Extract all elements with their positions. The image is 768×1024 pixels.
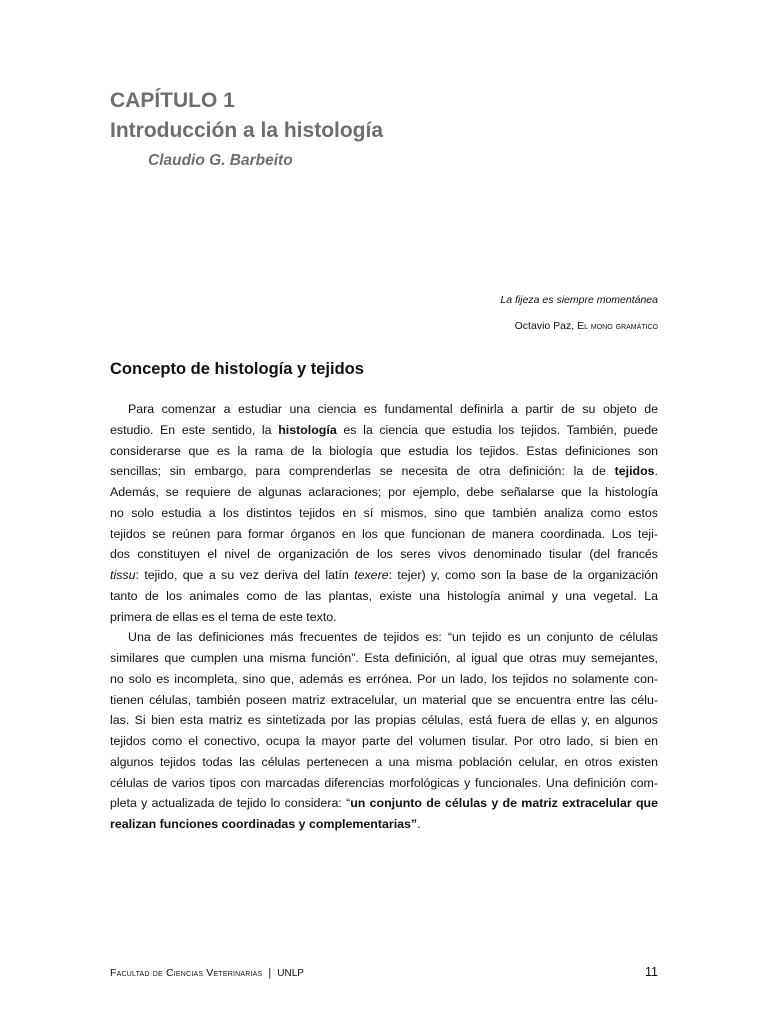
text-run: . bbox=[417, 817, 421, 831]
body-line bbox=[110, 793, 658, 814]
section-heading: Concepto de histología y tejidos bbox=[110, 360, 364, 378]
body-line bbox=[110, 627, 658, 648]
bold-term: histología bbox=[278, 422, 337, 437]
text-run: : tejido, que a su vez deriva del latín bbox=[135, 568, 355, 582]
text-run: las. Si bien esta matriz es sintetizada por las propias células, está fuera de ellas y, en algunos bbox=[110, 713, 658, 728]
text-run: primera de ellas es el tema de este texto. bbox=[110, 609, 337, 624]
body-line bbox=[110, 399, 658, 420]
footer-institution bbox=[110, 967, 304, 979]
epigraph-quote: La fijeza es siempre momentánea bbox=[500, 294, 658, 306]
body-line bbox=[110, 586, 658, 607]
text-run: Una de las definiciones más frecuentes de tejidos es: “un tejido es un conjunto de células bbox=[128, 630, 658, 645]
text-run: sencillas; sin embargo, para comprenderlas se necesita de otra definición: la de bbox=[110, 464, 615, 479]
body-line bbox=[110, 503, 658, 524]
body-line bbox=[110, 752, 658, 773]
body-line bbox=[110, 461, 658, 482]
body-line bbox=[110, 710, 658, 731]
text-run: estudio. En este sentido, la bbox=[110, 422, 279, 437]
text-run: Además, se requiere de algunas aclaraciones; por ejemplo, debe señalarse que la histología bbox=[110, 485, 658, 499]
text-run: pleta y actualizada de tejido lo considera: “ bbox=[110, 796, 351, 811]
text-run: tejidos como el conectivo, ocupa la mayor parte del volumen tisular. Por otro lado, si bien en bbox=[110, 734, 658, 748]
body-line bbox=[110, 690, 658, 711]
text-run: : tejer) y, como son la base de la organización bbox=[388, 568, 658, 582]
text-run: . bbox=[654, 464, 658, 479]
text-run: tienen células, también poseen matriz extracelular, un material que se encuentra entre las célu- bbox=[110, 692, 658, 707]
text-run: dos constituyen el nivel de organización de los seres vivos denominado tisular (del francés bbox=[110, 547, 658, 562]
body-line bbox=[110, 544, 658, 565]
footer-university: UNLP bbox=[277, 968, 304, 979]
body-line bbox=[110, 482, 658, 503]
footer-separator: | bbox=[268, 967, 272, 979]
text-run: tanto de los animales como de las plantas, existe una histología animal y una vegetal. La bbox=[110, 588, 658, 603]
body-line bbox=[110, 420, 658, 441]
text-run: no solo estudia a los distintos tejidos en sí mismos, sino que también analiza como estos bbox=[110, 505, 658, 520]
bold-term: realizan funciones coordinadas y complementarias” bbox=[110, 817, 418, 831]
text-run: algunos tejidos todas las células pertenecen a una misma población celular, en otros existen bbox=[110, 754, 658, 769]
body-line bbox=[110, 648, 658, 669]
chapter-number: CAPÍTULO 1 bbox=[110, 89, 235, 112]
body-line bbox=[110, 565, 658, 586]
chapter-title: Introducción a la histología bbox=[110, 119, 384, 142]
bold-term: un conjunto de células y de matriz extracelular que bbox=[350, 796, 658, 811]
body-line bbox=[110, 669, 658, 690]
text-run: Para comenzar a estudiar una ciencia es fundamental definirla a partir de su objeto de bbox=[128, 402, 658, 416]
text-run: es la ciencia que estudia los tejidos. También, puede bbox=[336, 422, 658, 437]
body-line bbox=[110, 441, 658, 462]
text-run: similares que cumplen una misma función”. Esta definición, al igual que otras muy semejantes, bbox=[110, 651, 658, 665]
body-line bbox=[110, 773, 658, 794]
italic-term: tissu bbox=[110, 568, 136, 582]
bold-term: tejidos bbox=[614, 464, 655, 479]
page-footer bbox=[110, 965, 658, 981]
chapter-header bbox=[110, 86, 670, 174]
body-line bbox=[110, 814, 658, 835]
epigraph-work: El mono gramático bbox=[577, 320, 658, 332]
text-run: tejidos se reúnen para formar órganos en los que funcionan de manera coordinada. Los teji- bbox=[110, 526, 658, 541]
epigraph bbox=[258, 292, 658, 334]
body-line bbox=[110, 607, 658, 628]
body-line bbox=[110, 524, 658, 545]
body-text bbox=[110, 399, 658, 835]
page-number: 11 bbox=[645, 965, 658, 979]
epigraph-author: Octavio Paz, bbox=[514, 320, 578, 332]
text-run: células de varios tipos con marcadas diferencias morfológicas y funcionales. Una definición com- bbox=[110, 775, 658, 790]
text-run: no solo es incompleta, sino que, además es errónea. Por un lado, los tejidos no solamente con- bbox=[110, 671, 658, 686]
footer-faculty: Facultad de Ciencias Veterinarias bbox=[110, 967, 263, 979]
epigraph-attribution bbox=[258, 318, 658, 334]
text-run: considerarse que es la rama de la biología que estudia los tejidos. Estas definiciones son bbox=[110, 443, 658, 458]
body-line bbox=[110, 731, 658, 752]
italic-term: texere bbox=[354, 568, 389, 582]
chapter-author: Claudio G. Barbeito bbox=[148, 152, 293, 169]
